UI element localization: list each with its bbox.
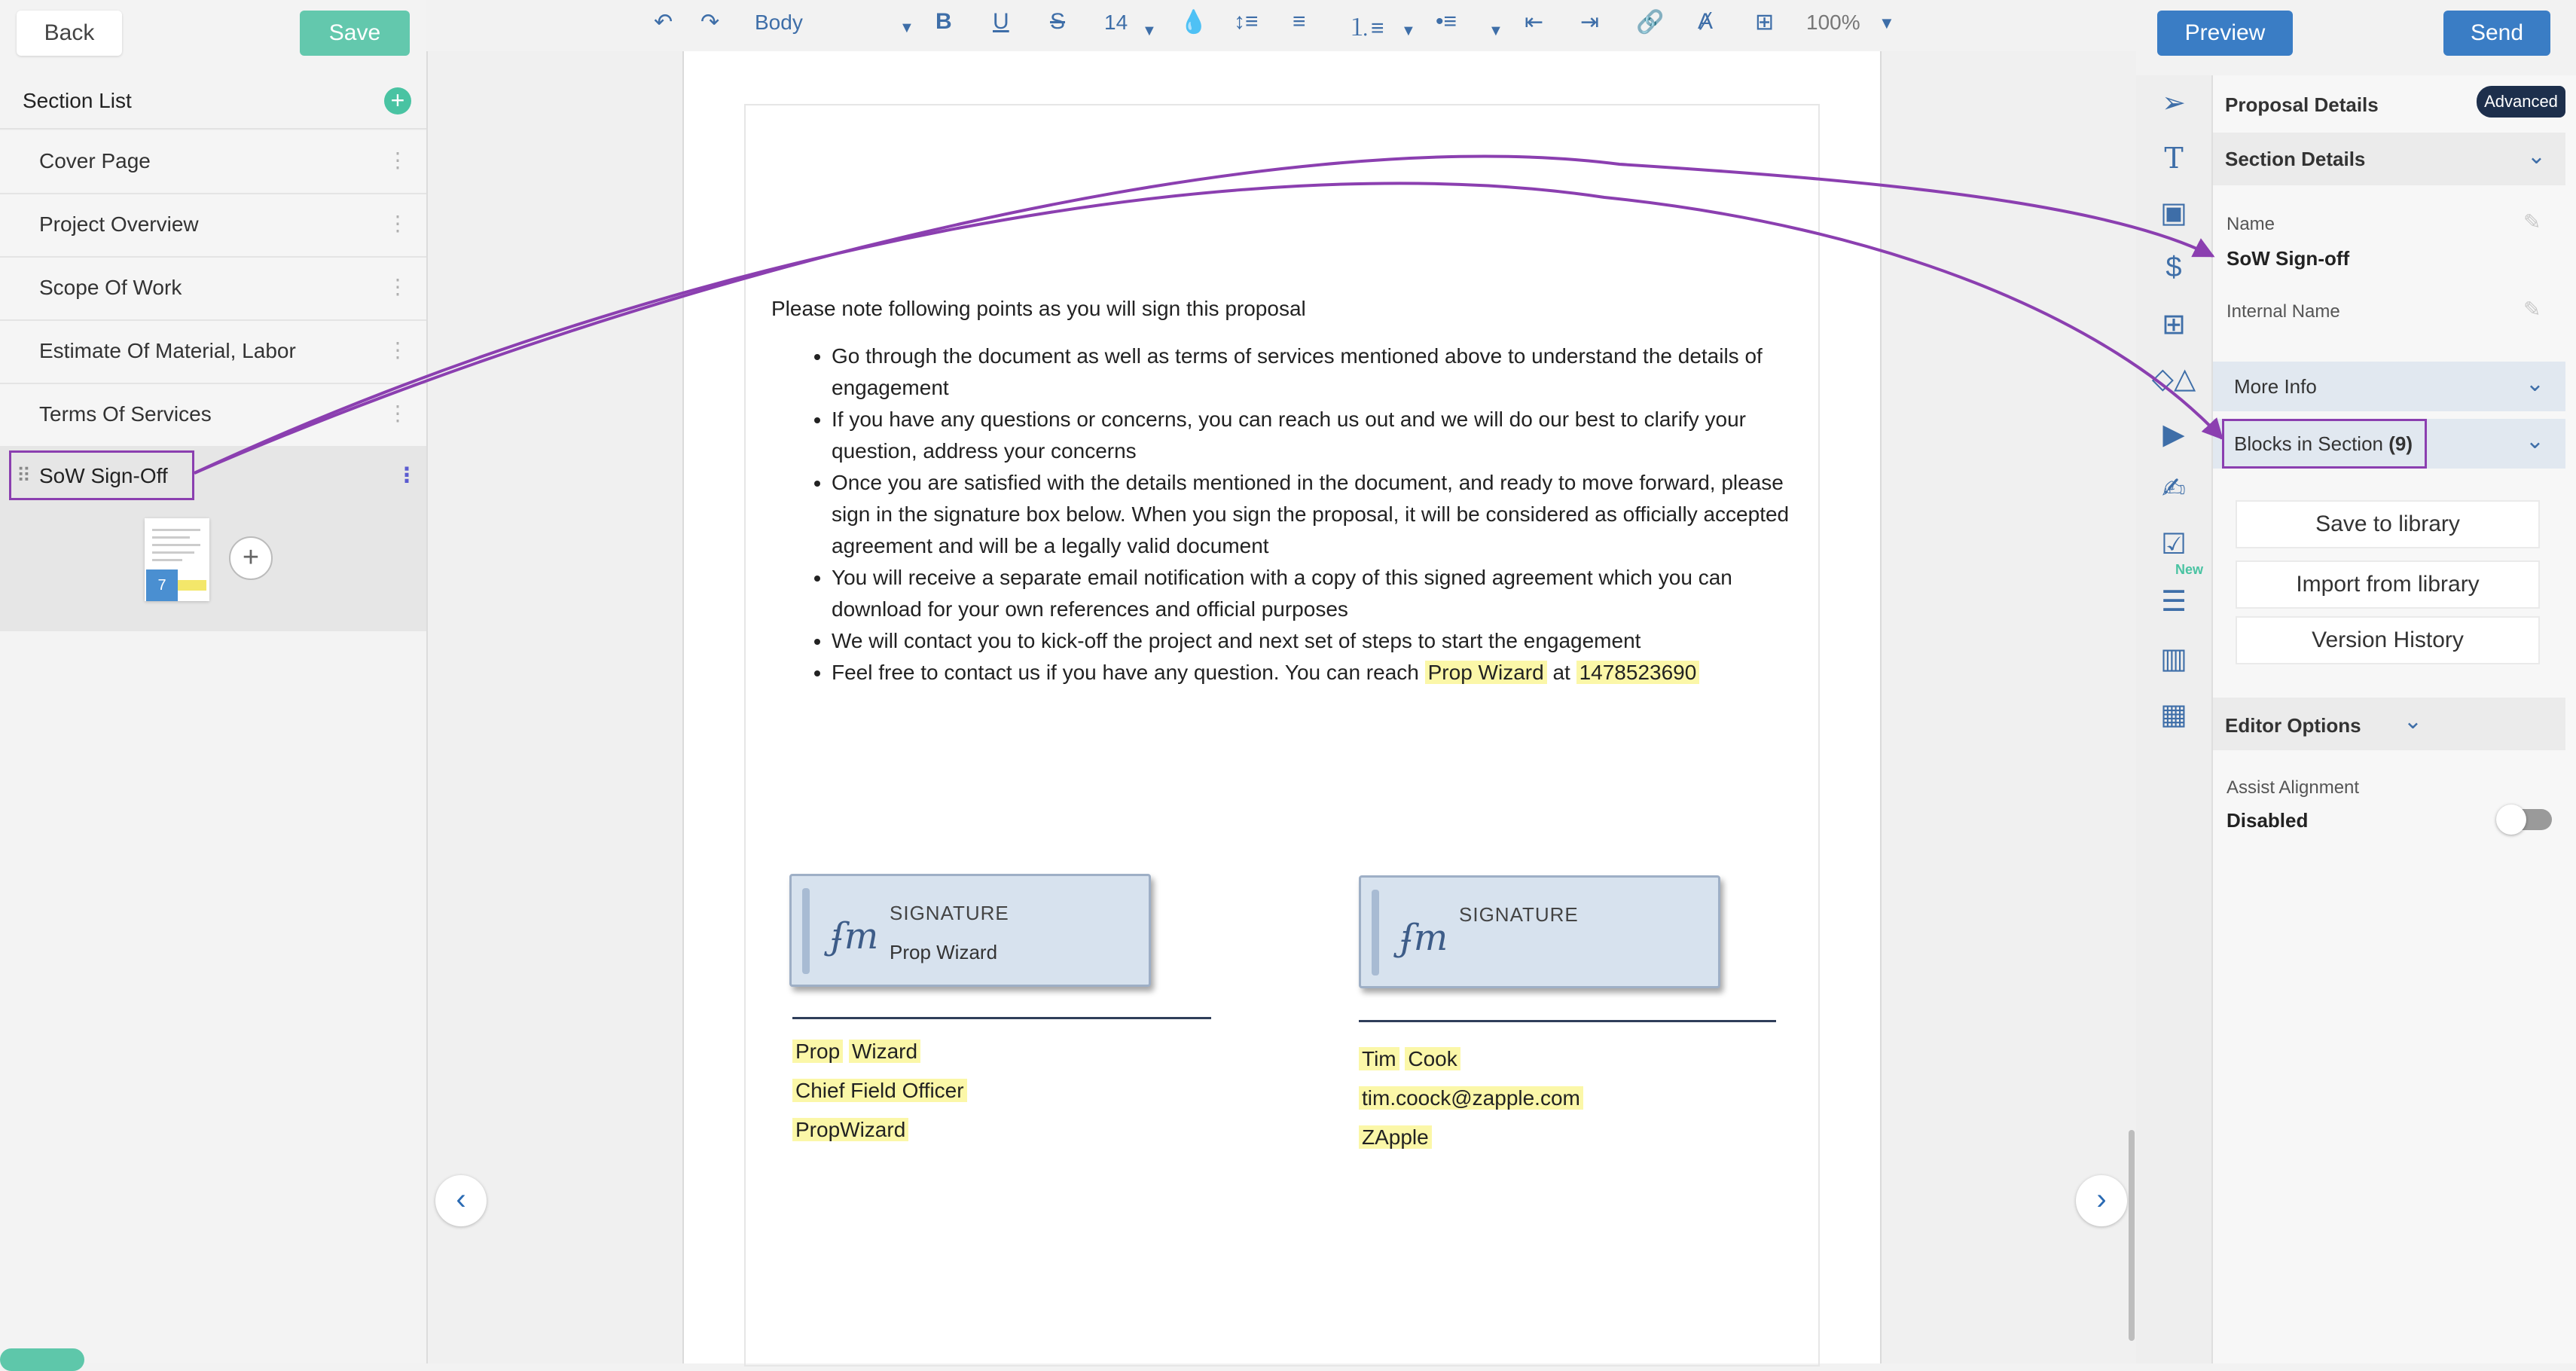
more-options-icon[interactable]: ⋮ xyxy=(387,275,408,298)
company-token: Prop Wizard xyxy=(1425,661,1547,684)
list-item: • You will receive a separate email notification with a copy of this signed agreement which you can download for your own references and official purposes xyxy=(832,562,1811,625)
underline-icon[interactable]: U xyxy=(993,9,1009,34)
intro-paragraph[interactable]: Please note following points as you will sign this proposal xyxy=(771,297,1306,320)
signature-box[interactable] xyxy=(789,874,1151,987)
video-icon[interactable]: ▶ xyxy=(2162,419,2185,450)
signature-title: SIGNATURE xyxy=(1459,903,1579,926)
section-item-label: Estimate Of Material, Labor xyxy=(39,339,296,362)
signature-bar xyxy=(1372,890,1379,976)
blocks-label: Blocks in Section xyxy=(2234,432,2383,455)
section-name-value[interactable]: SoW Sign-off xyxy=(2227,247,2350,270)
signer-name[interactable] xyxy=(792,1040,920,1064)
import-from-library-button[interactable]: Import from library xyxy=(2236,560,2540,609)
version-history-button[interactable]: Version History xyxy=(2236,616,2540,664)
column-icon[interactable]: ▥ xyxy=(2160,643,2187,675)
save-to-library-button[interactable]: Save to library xyxy=(2236,500,2540,548)
scrollbar[interactable] xyxy=(2129,1130,2135,1341)
section-item-terms-of-services[interactable] xyxy=(0,384,426,447)
more-info-header[interactable] xyxy=(2213,362,2565,411)
section-item-label: Cover Page xyxy=(39,149,151,173)
section-item-estimate[interactable] xyxy=(0,321,426,384)
section-item-scope-of-work[interactable] xyxy=(0,258,426,321)
redo-icon[interactable]: ↷ xyxy=(700,10,720,35)
list-item: • If you have any questions or concerns, you can reach us out and we will do our best to clarify your question, address your concerns xyxy=(832,404,1811,467)
chevron-down-icon[interactable]: ▼ xyxy=(1488,23,1503,39)
bullet-list-icon[interactable]: •≡ xyxy=(1436,9,1457,34)
thumbnail-highlight xyxy=(178,580,206,591)
block-style-select[interactable]: Body xyxy=(755,11,803,34)
link-icon[interactable]: 🔗 xyxy=(1636,10,1665,35)
more-options-icon[interactable]: ⋮ xyxy=(396,463,417,487)
section-item-label: Project Overview xyxy=(39,212,199,236)
outdent-icon[interactable]: ⇤ xyxy=(1525,10,1544,35)
section-item-label: Terms Of Services xyxy=(39,402,212,426)
last-name-token: Wizard xyxy=(849,1040,920,1063)
previous-page-icon[interactable]: ‹ xyxy=(435,1175,487,1226)
advanced-badge[interactable]: Advanced xyxy=(2477,86,2565,118)
last-name-token: Cook xyxy=(1405,1047,1460,1070)
more-info-title: More Info xyxy=(2234,375,2317,398)
signer-title[interactable] xyxy=(792,1079,967,1103)
terms-bullet-list[interactable] xyxy=(809,340,1811,689)
more-options-icon[interactable]: ⋮ xyxy=(387,338,408,362)
bold-icon[interactable]: B xyxy=(935,9,952,34)
table-icon[interactable]: ⊞ xyxy=(1755,10,1775,35)
company-token: ZApple xyxy=(1359,1125,1432,1149)
checkbox-field-icon[interactable]: ☑ xyxy=(2160,529,2187,560)
signature-line xyxy=(1359,1020,1776,1022)
pricing-icon[interactable]: $ xyxy=(2165,252,2182,283)
first-name-token: Prop xyxy=(792,1040,843,1063)
list-item: • Go through the document as well as terms of services mentioned above to understand the details of engagement xyxy=(832,340,1811,404)
list-item xyxy=(832,657,1811,689)
assist-alignment-label: Assist Alignment xyxy=(2227,777,2360,798)
more-options-icon[interactable]: ⋮ xyxy=(387,212,408,235)
zoom-select[interactable]: 100% xyxy=(1806,11,1860,34)
help-pill[interactable] xyxy=(0,1348,84,1371)
thumbnail-badge: 7 xyxy=(146,569,178,601)
next-page-icon[interactable]: › xyxy=(2076,1175,2127,1226)
signature-title: SIGNATURE xyxy=(890,902,1009,924)
signature-icon: ʄm xyxy=(1400,917,1448,959)
section-item-cover-page[interactable] xyxy=(0,131,426,194)
preview-button[interactable]: Preview xyxy=(2157,11,2293,56)
font-size-select[interactable]: 14 xyxy=(1104,11,1128,34)
blocks-count: (9) xyxy=(2388,432,2413,455)
list-item: • Once you are satisfied with the details mentioned in the document, and ready to move forward, please sign in the signature box below. When you sign the proposal, it will be considered as officially accepted agreement and will be a legally valid document xyxy=(832,467,1811,562)
chevron-down-icon: ⌄ xyxy=(2526,144,2546,169)
section-details-header[interactable] xyxy=(2213,133,2565,185)
add-block-button[interactable]: + xyxy=(229,536,273,580)
pointer-icon[interactable]: ➢ xyxy=(2162,87,2186,119)
signature-box[interactable] xyxy=(1359,875,1720,988)
signature-signer-name: Prop Wizard xyxy=(890,941,998,963)
signature-icon[interactable]: ✍ xyxy=(2162,473,2186,505)
text-icon[interactable]: T xyxy=(2164,142,2184,175)
indent-icon[interactable]: ⇥ xyxy=(1580,10,1600,35)
page-content-frame xyxy=(744,104,1820,1366)
contact-prefix: Feel free to contact us if you have any question. You can reach xyxy=(832,661,1425,684)
drag-handle-icon[interactable]: ⠿ xyxy=(17,464,32,487)
align-icon[interactable]: ≡ xyxy=(1293,9,1306,34)
chevron-down-icon[interactable]: ▼ xyxy=(1401,23,1416,39)
email-token: tim.coock@zapple.com xyxy=(1359,1086,1583,1110)
form-icon[interactable]: ☰ xyxy=(2160,586,2187,618)
name-label: Name xyxy=(2227,214,2275,234)
save-button[interactable]: Save xyxy=(300,11,410,56)
section-item-project-overview[interactable] xyxy=(0,194,426,258)
edit-icon[interactable]: ✎ xyxy=(2523,298,2541,321)
list-item: • We will contact you to kick-off the project and next set of steps to start the engagement xyxy=(832,625,1811,657)
first-name-token: Tim xyxy=(1359,1047,1399,1070)
annotation-highlight-box xyxy=(2222,419,2427,469)
text-color-icon[interactable]: 💧 xyxy=(1180,10,1208,35)
more-options-icon[interactable]: ⋮ xyxy=(387,402,408,425)
add-section-icon[interactable]: + xyxy=(384,87,411,115)
numbered-list-icon[interactable]: ⒈≡ xyxy=(1348,16,1384,41)
clear-format-icon[interactable]: Ⱥ xyxy=(1698,9,1714,34)
shapes-icon[interactable]: ◇△ xyxy=(2151,363,2196,395)
signer-name[interactable] xyxy=(1359,1047,1460,1071)
section-details-title: Section Details xyxy=(2225,148,2366,170)
table-icon[interactable]: ⊞ xyxy=(2162,309,2186,340)
send-button[interactable]: Send xyxy=(2443,11,2550,56)
editor-options-title: Editor Options xyxy=(2225,714,2361,737)
company-token: PropWizard xyxy=(792,1118,908,1141)
block-icon-rail xyxy=(2136,75,2213,1363)
section-list-header xyxy=(0,74,426,130)
image-icon[interactable]: ▣ xyxy=(2160,197,2187,229)
new-badge: New xyxy=(2175,562,2204,577)
signer-company[interactable] xyxy=(792,1118,908,1142)
toggle-knob xyxy=(2496,805,2526,835)
section-item-label: Scope Of Work xyxy=(39,276,182,299)
contact-middle: at xyxy=(1546,661,1576,684)
chevron-down-icon: ⌄ xyxy=(2525,371,2544,396)
phone-token: 1478523690 xyxy=(1576,661,1700,684)
undo-icon[interactable]: ↶ xyxy=(654,10,673,35)
signature-bar xyxy=(802,888,810,974)
strikethrough-icon[interactable]: S xyxy=(1050,9,1066,34)
editor-options-header[interactable] xyxy=(2213,698,2565,750)
chevron-down-icon: ⌄ xyxy=(2525,429,2544,453)
proposal-details-title: Proposal Details xyxy=(2225,93,2379,116)
signer-email[interactable] xyxy=(1359,1086,1583,1110)
signer-company[interactable] xyxy=(1359,1125,1432,1150)
annotation-highlight-box xyxy=(9,450,194,500)
title-token: Chief Field Officer xyxy=(792,1079,967,1102)
calculator-icon[interactable]: ▦ xyxy=(2160,699,2187,731)
chevron-down-icon: ⌄ xyxy=(2403,709,2422,734)
chevron-down-icon[interactable]: ▼ xyxy=(1879,14,1895,32)
chevron-down-icon[interactable]: ▼ xyxy=(899,20,914,36)
edit-icon[interactable]: ✎ xyxy=(2523,210,2541,234)
signature-icon: ʄm xyxy=(831,915,879,957)
back-button[interactable]: Back xyxy=(17,11,122,56)
more-options-icon[interactable]: ⋮ xyxy=(387,148,408,172)
section-list-title: Section List xyxy=(23,89,132,112)
internal-name-label: Internal Name xyxy=(2227,301,2340,322)
signature-line xyxy=(792,1017,1211,1019)
assist-alignment-value: Disabled xyxy=(2227,809,2309,832)
chevron-down-icon[interactable]: ▼ xyxy=(1142,23,1157,39)
active-section-label: SoW Sign-Off xyxy=(39,464,168,487)
line-height-icon[interactable]: ↕≡ xyxy=(1234,9,1259,34)
